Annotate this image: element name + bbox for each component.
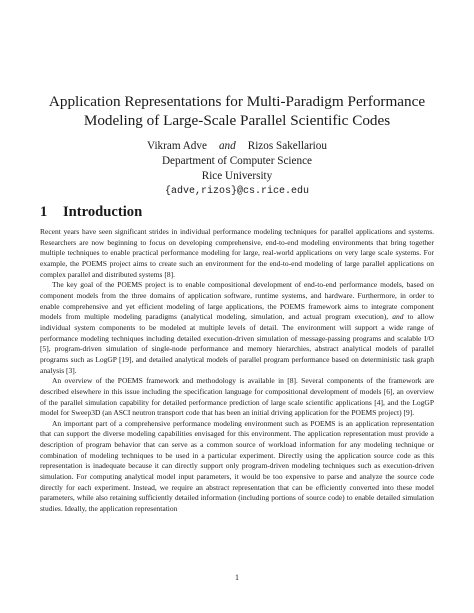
section-number: 1: [40, 204, 48, 220]
title-line-2: Modeling of Large-Scale Parallel Scientific Codes: [83, 112, 391, 129]
author-1: Vikram Adve: [147, 140, 207, 152]
author-conjunction: and: [218, 140, 236, 152]
paragraph-2-emphasis: and: [392, 312, 404, 322]
paragraph-3: An overview of the POEMS framework and methodology is available in [8]. Several components of the framework are described elsewhere in this issue including the specification language for compositional development of models [6], an overview of the parallel simulation capability for detailed performance prediction of large scale scientific applications [4], and the LogGP model for Sweep3D (an ASCI neutron transport code that has been an initial driving application for the POEMS project) [9].: [40, 376, 434, 418]
paragraph-2-part-b: to allow individual system components to be modeled at multiple levels of detail. The environment will support a wide range of performance modeling techniques including detailed execution-driven simulation of message-passing programs and scalable I/O [5], program-driven simulation of single-node performance and memory hierarchies, abstract analytical models of parallel programs such as LogGP [19], and detailed analytical models of parallel program performance based on deterministic task graph analysis [3].: [40, 312, 435, 375]
title-line-1: Application Representations for Multi-Paradigm Performance: [48, 93, 426, 110]
paragraph-2-part-a: The key goal of the POEMS project is to enable compositional development of end-to-end performance models, based on component models from the three domains of application software, runtime systems, and hardware. Furthermore, in order to enable comprehensive and yet efficient modeling of large applications, the POEMS framework aims to integrate component models from multiple modeling paradigms (analytical modeling, simulation, and actual program execution),: [40, 280, 434, 322]
affiliation-department: Department of Computer Science: [161, 155, 313, 167]
paragraph-2: [40, 280, 434, 376]
section-heading: [40, 203, 142, 221]
page-number: 1: [235, 573, 239, 582]
author-email: {adve,rizos}@cs.rice.edu: [164, 186, 310, 197]
affiliation-university: Rice University: [201, 170, 273, 182]
paragraph-4: An important part of a comprehensive performance modeling environment such as POEMS is an application representation that can support the diverse modeling capabilities envisaged for this environment. The application representation must provide a description of program behavior that can serve as a common source of workload information for any modeling technique or combination of modeling techniques to be used in a particular experiment. Directly using the application source code as this representation is inadequate because it can directly support only program-driven modeling techniques such as execution-driven simulation. For computing analytical model input parameters, it would be too expensive to parse and analyze the source code directly for each experiment. Instead, we require an abstract representation that can be efficiently converted into these model parameters, while also retaining sufficiently detailed information (including portions of source code) to enable detailed simulation studies. Ideally, the application representation: [40, 418, 434, 514]
section-title: Introduction: [63, 204, 143, 220]
author-2: Rizos Sakellariou: [247, 140, 327, 152]
body-text: [40, 227, 434, 515]
paragraph-1: Recent years have seen significant strides in individual performance modeling techniques for parallel applications and systems. Researchers are now beginning to focus on developing comprehensive, end-to-end modeling environments that bring together multiple techniques to enable practical performance modeling for large, real-world applications on very large scale systems. For example, the POEMS project aims to create such an environment for the end-to-end modeling of large parallel applications on complex parallel and distributed systems [8].: [40, 227, 434, 279]
author-line: [20, 139, 454, 154]
